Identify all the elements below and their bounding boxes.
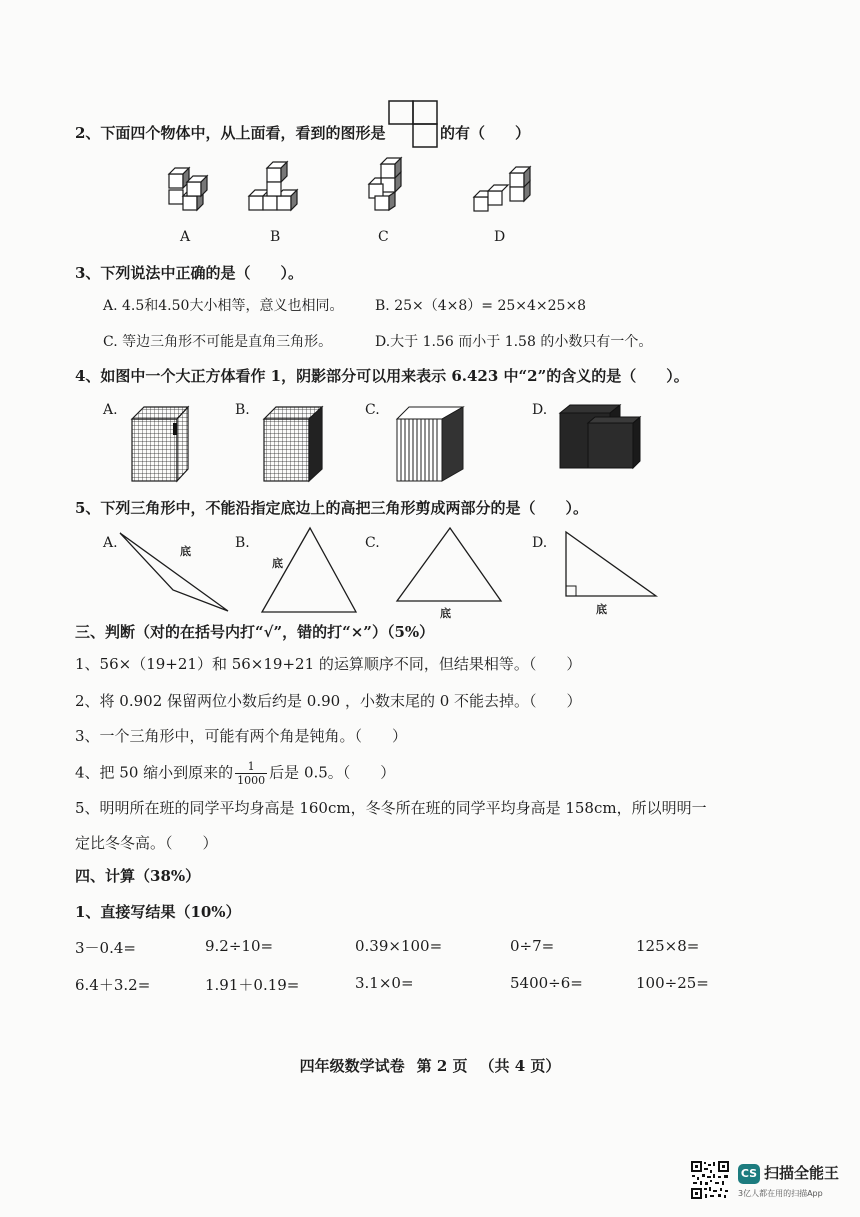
- camscanner-tagline: 3亿人都在用的扫描App: [738, 1189, 823, 1198]
- q5-triangle-d: [564, 530, 659, 600]
- judge-item-4: [75, 760, 395, 787]
- q3-stem: 3、下列说法中正确的是（ ）。: [75, 264, 303, 282]
- fraction-denominator: 1000: [237, 774, 266, 787]
- q3-option-c: C. 等边三角形不可能是直角三角形。: [103, 334, 333, 350]
- calc-r2-c3: 3.1×0=: [355, 974, 414, 992]
- q2-text-before: 2、下面四个物体中，从上面看，看到的图形是: [75, 124, 386, 142]
- q2-object-d: [470, 165, 532, 215]
- q2-object-c: [365, 156, 415, 216]
- q5-label-c: C.: [365, 535, 380, 551]
- judge-item-4-before: 4、把 50 缩小到原来的: [75, 763, 234, 782]
- calc-r2-c2: 1.91＋0.19=: [205, 976, 300, 994]
- q5-triangle-c: [395, 525, 505, 605]
- q4-label-b: B.: [235, 402, 250, 418]
- fraction-one-thousandth: [235, 760, 267, 787]
- q4-cube-b: [262, 405, 324, 485]
- fraction-numerator: 1: [235, 760, 267, 774]
- judge-item-4-after: 后是 0.5。（ ）: [269, 763, 396, 782]
- footer-page: 第 2 页: [416, 1057, 468, 1075]
- q5-label-d: D.: [532, 535, 548, 551]
- calc-r2-c4: 5400÷6=: [510, 974, 583, 992]
- judge-item-2: 2、将 0.902 保留两位小数后约是 0.90 ，小数末尾的 0 不能去掉。（ ）: [75, 692, 582, 710]
- section3-title: 三、判断（对的在括号内打“√”，错的打“×”）（5%）: [75, 623, 435, 641]
- q4-cube-c: [395, 405, 467, 485]
- calc-r1-c2: 9.2÷10=: [205, 937, 274, 955]
- q4-cube-a: [130, 405, 190, 485]
- q2-label-b: B: [270, 229, 281, 245]
- calc-r1-c1: 3－0.4=: [75, 939, 136, 957]
- judge-item-5-line-2: 定比冬冬高。（ ）: [75, 834, 218, 852]
- qr-code-icon: [690, 1160, 730, 1200]
- q5-base-label-c: 底: [440, 607, 451, 620]
- q2-text-after: 的有（ ）: [440, 124, 531, 142]
- camscanner-brand: 扫描全能王: [764, 1164, 840, 1182]
- camscanner-logo: CS: [738, 1164, 760, 1184]
- q3-option-a: A. 4.5和4.50大小相等，意义也相同。: [103, 298, 344, 314]
- q5-stem: 5、下列三角形中，不能沿指定底边上的高把三角形剪成两部分的是（ ）。: [75, 499, 588, 517]
- calc-r1-c3: 0.39×100=: [355, 937, 443, 955]
- q3-option-d: D.大于 1.56 而小于 1.58 的小数只有一个。: [375, 334, 653, 350]
- q2-object-a: [165, 160, 215, 215]
- calc-r2-c1: 6.4＋3.2=: [75, 976, 151, 994]
- q2-object-b: [245, 160, 305, 215]
- section4-sub1: 1、直接写结果（10%）: [75, 903, 241, 921]
- q2-top-view-figure: [388, 100, 438, 150]
- calc-r1-c4: 0÷7=: [510, 937, 555, 955]
- q5-base-label-d: 底: [596, 603, 607, 616]
- q4-label-a: A.: [103, 402, 118, 418]
- q4-stem: 4、如图中一个大正方体看作 1，阴影部分可以用来表示 6.423 中“2”的含义的是（ ）。: [75, 367, 689, 385]
- judge-item-3: 3、一个三角形中，可能有两个角是钝角。（ ）: [75, 727, 408, 745]
- q2-stem: [75, 123, 385, 143]
- q4-cube-d: [558, 403, 643, 473]
- q2-label-d: D: [494, 229, 506, 245]
- calc-r1-c5: 125×8=: [636, 937, 700, 955]
- q4-label-c: C.: [365, 402, 380, 418]
- q5-triangle-a: [118, 530, 238, 615]
- q2-label-a: A: [180, 229, 191, 245]
- section4-title: 四、计算（38%）: [75, 867, 201, 885]
- q5-label-b: B.: [235, 535, 250, 551]
- footer-title: 四年级数学试卷: [299, 1057, 405, 1075]
- calc-r2-c5: 100÷25=: [636, 974, 709, 992]
- q5-base-label-a: 底: [180, 545, 191, 558]
- q5-base-label-b: 底: [272, 557, 283, 570]
- q2-label-c: C: [378, 229, 389, 245]
- q5-label-a: A.: [103, 535, 118, 551]
- judge-item-1: 1、56×（19+21）和 56×19+21 的运算顺序不同，但结果相等。（ ）: [75, 655, 582, 673]
- q3-option-b: B. 25×（4×8）= 25×4×25×8: [375, 298, 587, 314]
- q4-label-d: D.: [532, 402, 548, 418]
- judge-item-5-line-1: 5、明明所在班的同学平均身高是 160cm，冬冬所在班的同学平均身高是 158cm，所以明明一: [75, 799, 707, 817]
- footer-total: （共 4 页）: [479, 1057, 561, 1075]
- page-footer: [0, 1055, 860, 1076]
